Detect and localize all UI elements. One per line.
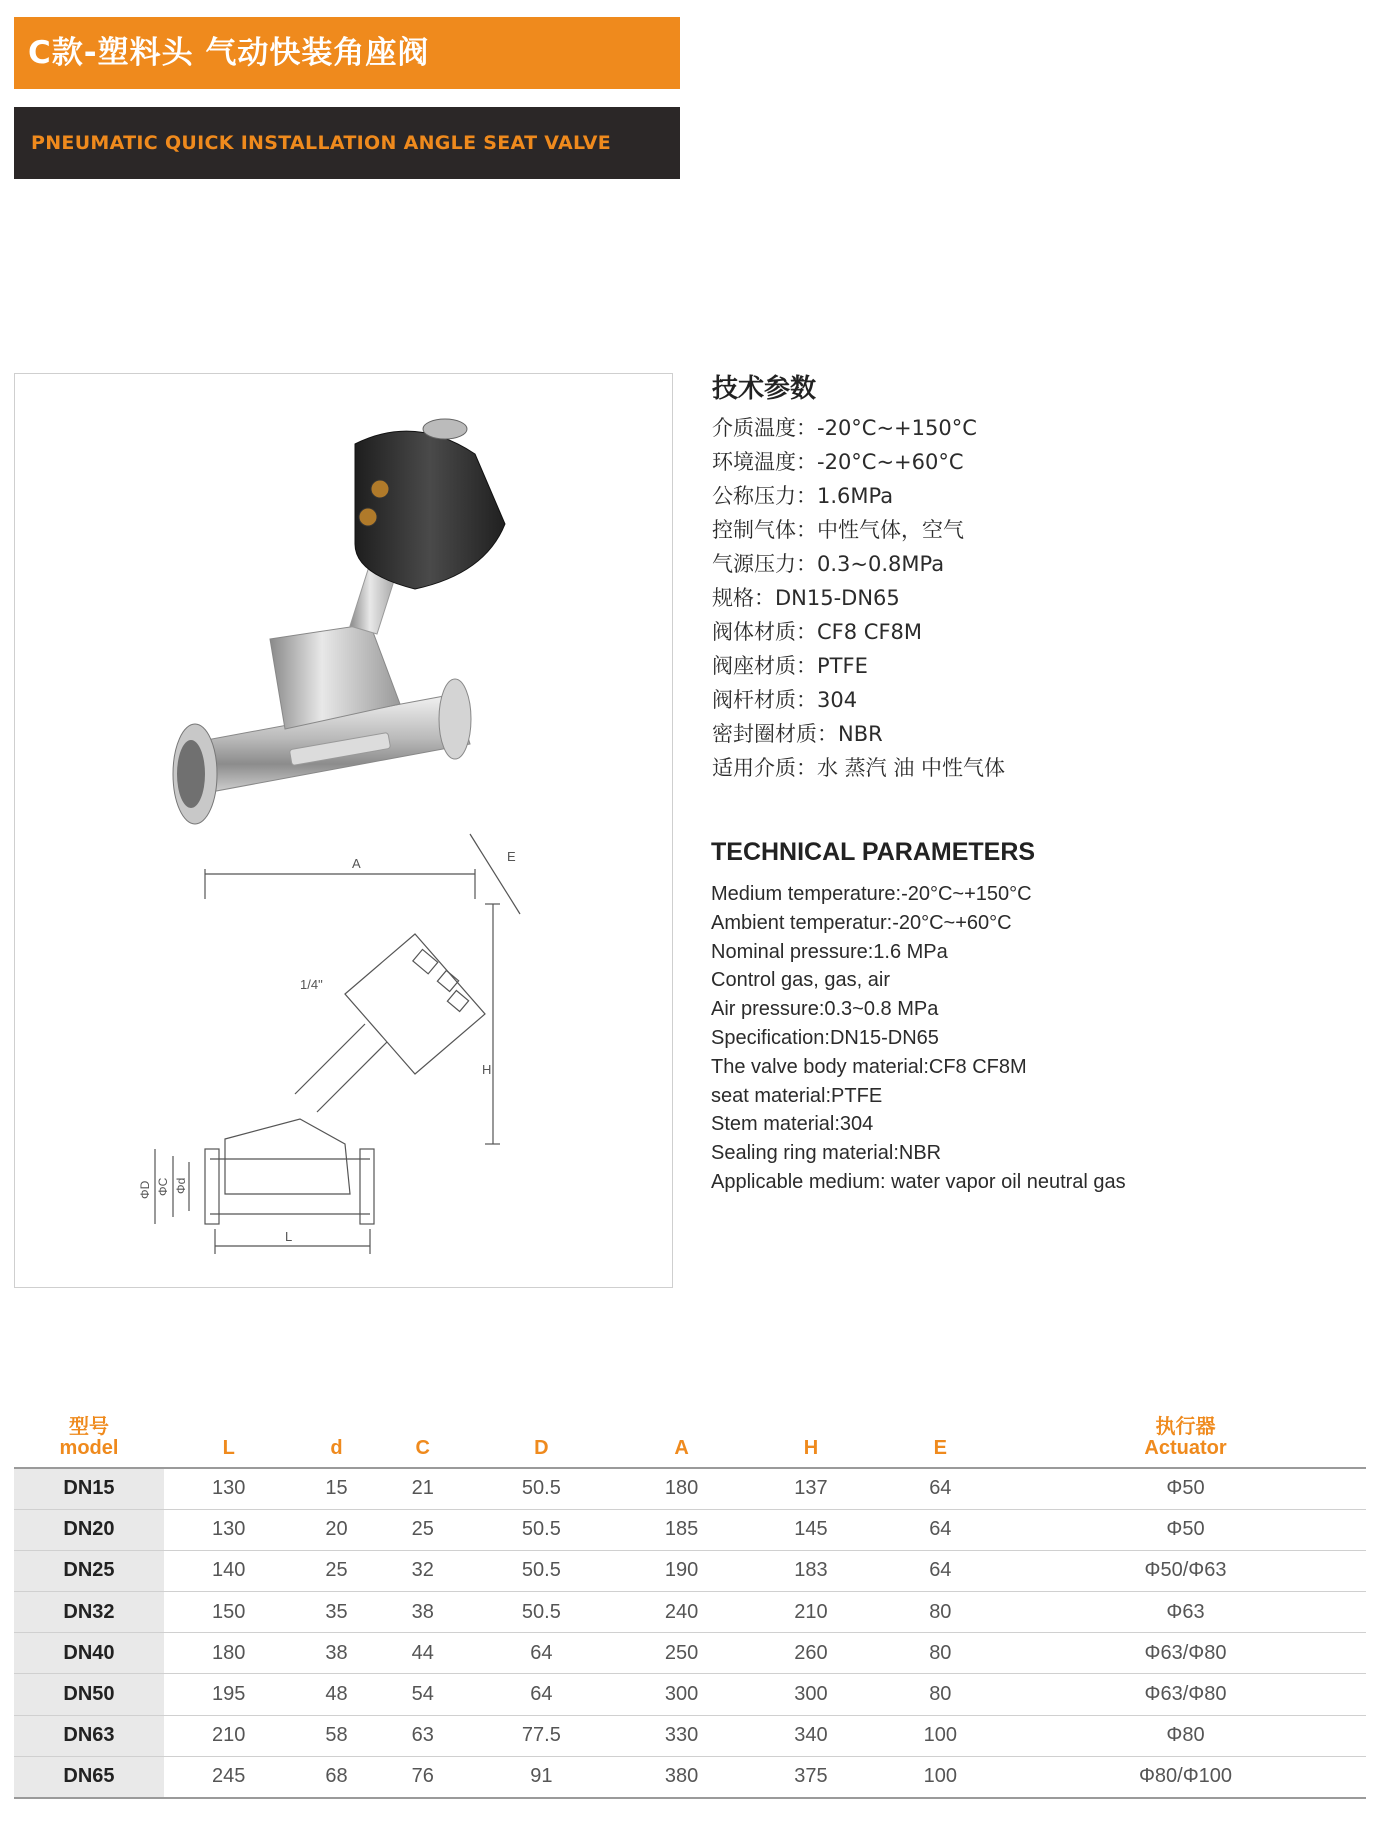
- cell: Φ80: [1005, 1715, 1366, 1756]
- cell: 330: [617, 1715, 746, 1756]
- spec-cn-item: 气源压力：0.3~0.8MPa: [712, 552, 945, 576]
- header-d-inner: d: [330, 1437, 343, 1459]
- header-model-en: model: [59, 1437, 119, 1459]
- cell: 260: [746, 1633, 875, 1674]
- table-row: [14, 1509, 1366, 1550]
- cell: Φ63/Φ80: [1005, 1633, 1366, 1674]
- spec-cn-item: 介质温度：-20°C~+150°C: [712, 416, 977, 440]
- cell: 63: [380, 1715, 466, 1756]
- cell: 380: [617, 1756, 746, 1797]
- cell: 77.5: [466, 1715, 617, 1756]
- spec-cn-item: 公称压力：1.6MPa: [712, 484, 894, 508]
- valve-illustration: [15, 374, 672, 1287]
- header-c: C: [415, 1437, 430, 1459]
- cell: 91: [466, 1756, 617, 1797]
- spec-cn-item: 规格：DN15-DN65: [712, 586, 900, 610]
- cell-model: DN40: [14, 1633, 164, 1674]
- cell: 48: [293, 1674, 379, 1715]
- cell: 80: [876, 1633, 1005, 1674]
- dimension-e-label: E: [507, 849, 516, 864]
- spec-en-item: Stem material:304: [711, 1113, 874, 1136]
- table-row: [14, 1633, 1366, 1674]
- cell: 50.5: [466, 1592, 617, 1633]
- spec-cn-item: 环境温度：-20°C~+60°C: [712, 450, 964, 474]
- cell: 80: [876, 1674, 1005, 1715]
- table-row: [14, 1674, 1366, 1715]
- cell: Φ50: [1005, 1509, 1366, 1550]
- cell: 38: [380, 1592, 466, 1633]
- spec-cn-item: 密封圈材质：NBR: [712, 722, 883, 746]
- specs-cn-list: [712, 413, 1005, 787]
- cell: 137: [746, 1468, 875, 1509]
- dimension-a-label: A: [352, 856, 361, 871]
- valve-technical-drawing: [138, 834, 520, 1254]
- dimension-d-outer-label: ΦD: [138, 1180, 152, 1199]
- cell: 183: [746, 1550, 875, 1591]
- cell: 130: [164, 1468, 293, 1509]
- cell: 240: [617, 1592, 746, 1633]
- spec-en-item: Ambient temperatur:-20°C~+60°C: [711, 911, 1012, 934]
- cell: 185: [617, 1509, 746, 1550]
- header-h: H: [803, 1437, 819, 1459]
- cell: 100: [876, 1715, 1005, 1756]
- table-row: [14, 1468, 1366, 1509]
- cell-model: DN32: [14, 1592, 164, 1633]
- cell: 15: [293, 1468, 379, 1509]
- cell: 80: [876, 1592, 1005, 1633]
- spec-en-item: Applicable medium: water vapor oil neutral gas: [711, 1170, 1126, 1193]
- spec-en-item: The valve body material:CF8 CF8M: [711, 1055, 1027, 1078]
- dimension-c-label: ΦC: [156, 1177, 170, 1196]
- spec-en-item: seat material:PTFE: [711, 1084, 883, 1107]
- cell: 100: [876, 1756, 1005, 1797]
- cell: 64: [876, 1509, 1005, 1550]
- spec-en-item: Nominal pressure:1.6 MPa: [711, 940, 948, 963]
- cell: 25: [293, 1550, 379, 1591]
- spec-en-item: Medium temperature:-20°C~+150°C: [711, 883, 1032, 905]
- table-row: [14, 1550, 1366, 1591]
- cell: 64: [876, 1550, 1005, 1591]
- table-header-row: [14, 1404, 1366, 1468]
- cell: Φ63: [1005, 1592, 1366, 1633]
- cell: 180: [164, 1633, 293, 1674]
- spec-en-item: Specification:DN15-DN65: [711, 1026, 939, 1049]
- cell-model: DN50: [14, 1674, 164, 1715]
- cell: 250: [617, 1633, 746, 1674]
- cell: 190: [617, 1550, 746, 1591]
- product-image-panel: [14, 373, 673, 1288]
- specs-en-title: TECHNICAL PARAMETERS: [711, 838, 1036, 866]
- specs-cn-title: 技术参数: [712, 374, 817, 404]
- cell: 64: [466, 1633, 617, 1674]
- cell: 21: [380, 1468, 466, 1509]
- spec-en-item: Air pressure:0.3~0.8 MPa: [711, 998, 939, 1021]
- header-l: L: [222, 1437, 235, 1459]
- cell: 180: [617, 1468, 746, 1509]
- cell: 340: [746, 1715, 875, 1756]
- cell-model: DN63: [14, 1715, 164, 1756]
- valve-photo: [173, 419, 505, 824]
- cell: 375: [746, 1756, 875, 1797]
- table-row: [14, 1715, 1366, 1756]
- header-actuator-cn: 执行器: [1155, 1416, 1216, 1438]
- cell: 54: [380, 1674, 466, 1715]
- cell: 50.5: [466, 1509, 617, 1550]
- cell: 210: [746, 1592, 875, 1633]
- page-title-en: PNEUMATIC QUICK INSTALLATION ANGLE SEAT VALVE: [14, 107, 680, 179]
- cell: 58: [293, 1715, 379, 1756]
- cell: Φ80/Φ100: [1005, 1756, 1366, 1797]
- cell: 50.5: [466, 1550, 617, 1591]
- dimension-d-inner-label: Φd: [174, 1177, 188, 1194]
- spec-en-item: Sealing ring material:NBR: [711, 1142, 942, 1165]
- cell: 44: [380, 1633, 466, 1674]
- cell: 32: [380, 1550, 466, 1591]
- cell: 68: [293, 1756, 379, 1797]
- cell-model: DN20: [14, 1509, 164, 1550]
- cell: 145: [746, 1509, 875, 1550]
- cell: 300: [746, 1674, 875, 1715]
- header-actuator-en: Actuator: [1144, 1437, 1227, 1459]
- cell: 25: [380, 1509, 466, 1550]
- cell: 210: [164, 1715, 293, 1756]
- cell-model: DN25: [14, 1550, 164, 1591]
- header-model: [14, 1404, 164, 1468]
- cell: Φ63/Φ80: [1005, 1674, 1366, 1715]
- table-row: [14, 1592, 1366, 1633]
- cell-model: DN15: [14, 1468, 164, 1509]
- spec-cn-item: 阀体材质：CF8 CF8M: [712, 620, 922, 644]
- dimension-l-label: L: [285, 1229, 293, 1244]
- cell: Φ50: [1005, 1468, 1366, 1509]
- cell-model: DN65: [14, 1756, 164, 1797]
- spec-cn-item: 控制气体：中性气体，空气: [712, 518, 964, 542]
- cell: 20: [293, 1509, 379, 1550]
- dimension-h-label: H: [482, 1062, 492, 1077]
- spec-cn-item: 阀杆材质：304: [712, 688, 858, 712]
- cell: 35: [293, 1592, 379, 1633]
- cell: 245: [164, 1756, 293, 1797]
- header-d-outer: D: [534, 1437, 549, 1459]
- header-model-cn: 型号: [69, 1416, 109, 1438]
- table-row: [14, 1756, 1366, 1797]
- spec-en-item: Control gas, gas, air: [711, 969, 890, 992]
- cell: 38: [293, 1633, 379, 1674]
- port-size-label: 1/4": [300, 977, 323, 992]
- header-e: E: [933, 1437, 947, 1459]
- page-title-cn: C款-塑料头 气动快装角座阀: [14, 17, 680, 89]
- dimension-table: [14, 1404, 1366, 1799]
- spec-cn-item: 阀座材质：PTFE: [712, 654, 868, 678]
- header-a: A: [674, 1437, 689, 1459]
- cell: 195: [164, 1674, 293, 1715]
- cell: 76: [380, 1756, 466, 1797]
- cell: 150: [164, 1592, 293, 1633]
- cell: 64: [876, 1468, 1005, 1509]
- cell: 50.5: [466, 1468, 617, 1509]
- cell: 300: [617, 1674, 746, 1715]
- cell: 64: [466, 1674, 617, 1715]
- cell: 140: [164, 1550, 293, 1591]
- header-actuator: [1005, 1404, 1366, 1468]
- cell: 130: [164, 1509, 293, 1550]
- spec-cn-item: 适用介质：水 蒸汽 油 中性气体: [712, 756, 1006, 780]
- specs-en-list: [711, 880, 1126, 1197]
- cell: Φ50/Φ63: [1005, 1550, 1366, 1591]
